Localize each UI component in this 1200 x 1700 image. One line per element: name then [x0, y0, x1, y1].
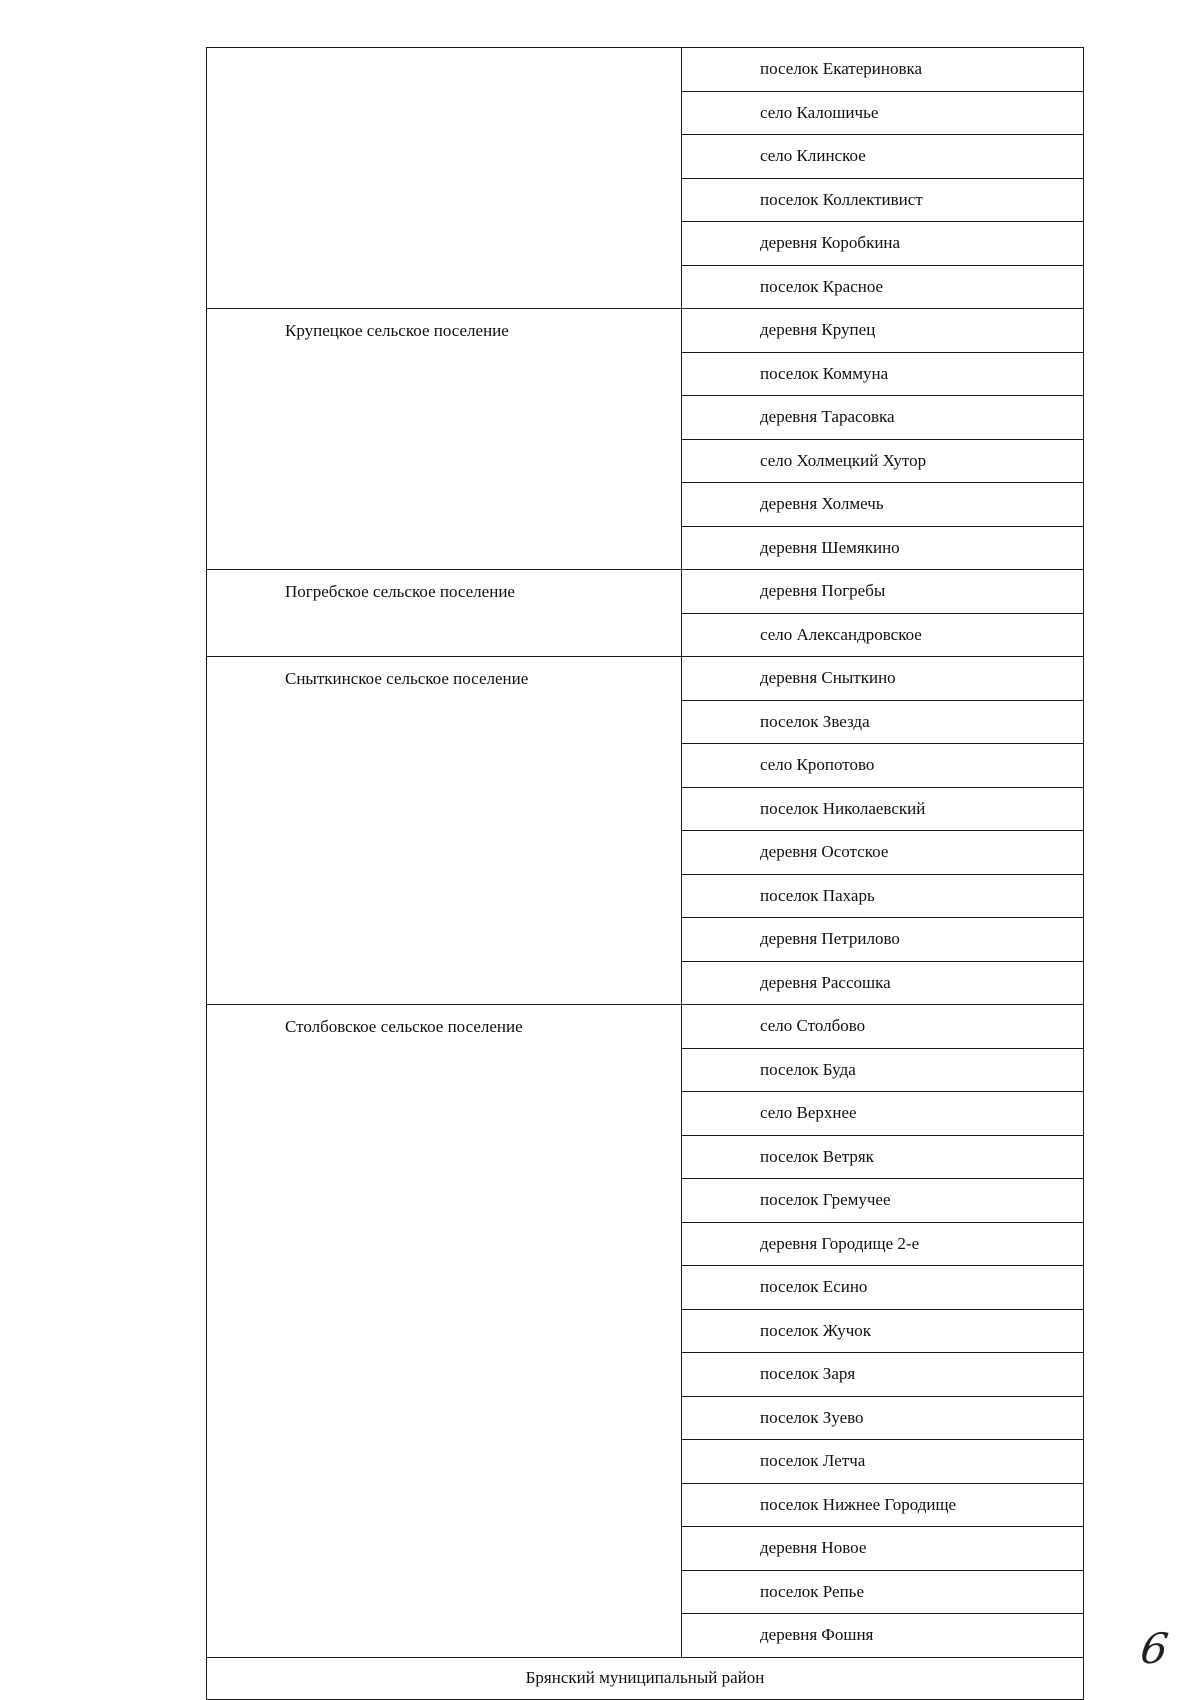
village-cell: поселок Екатериновка: [682, 48, 1084, 92]
settlement-cell: Погребское сельское поселение: [207, 570, 682, 657]
village-cell: поселок Буда: [682, 1048, 1084, 1092]
village-cell: поселок Заря: [682, 1353, 1084, 1397]
village-cell: село Столбово: [682, 1005, 1084, 1049]
village-cell: деревня Новое: [682, 1527, 1084, 1571]
village-cell: деревня Шемякино: [682, 526, 1084, 570]
village-cell: поселок Гремучее: [682, 1179, 1084, 1223]
table-row: [207, 570, 1084, 614]
village-cell: деревня Коробкина: [682, 222, 1084, 266]
settlement-cell: [207, 48, 682, 309]
village-cell: село Кропотово: [682, 744, 1084, 788]
village-cell: деревня Городище 2-е: [682, 1222, 1084, 1266]
village-cell: поселок Николаевский: [682, 787, 1084, 831]
village-cell: поселок Звезда: [682, 700, 1084, 744]
village-cell: поселок Есино: [682, 1266, 1084, 1310]
village-cell: село Верхнее: [682, 1092, 1084, 1136]
table-row: [207, 1005, 1084, 1049]
village-cell: поселок Коммуна: [682, 352, 1084, 396]
village-cell: деревня Холмечь: [682, 483, 1084, 527]
table-row: [207, 48, 1084, 92]
village-cell: деревня Крупец: [682, 309, 1084, 353]
district-row: [207, 1657, 1084, 1699]
village-cell: поселок Летча: [682, 1440, 1084, 1484]
village-cell: поселок Репье: [682, 1570, 1084, 1614]
village-cell: деревня Погребы: [682, 570, 1084, 614]
village-cell: деревня Фошня: [682, 1614, 1084, 1658]
village-cell: село Холмецкий Хутор: [682, 439, 1084, 483]
village-cell: поселок Красное: [682, 265, 1084, 309]
village-cell: село Александровское: [682, 613, 1084, 657]
district-cell: Брянский муниципальный район: [207, 1657, 1084, 1699]
table-body: [207, 48, 1084, 1700]
village-cell: село Клинское: [682, 135, 1084, 179]
table-row: [207, 309, 1084, 353]
settlement-cell: Столбовское сельское поселение: [207, 1005, 682, 1658]
village-cell: поселок Зуево: [682, 1396, 1084, 1440]
village-cell: деревня Тарасовка: [682, 396, 1084, 440]
handwritten-page-number: 6: [1137, 1624, 1172, 1673]
settlement-cell: Крупецкое сельское поселение: [207, 309, 682, 570]
village-cell: деревня Осотское: [682, 831, 1084, 875]
village-cell: село Калошичье: [682, 91, 1084, 135]
village-cell: поселок Нижнее Городище: [682, 1483, 1084, 1527]
settlements-table: [206, 47, 1084, 1700]
village-cell: деревня Рассошка: [682, 961, 1084, 1005]
village-cell: поселок Пахарь: [682, 874, 1084, 918]
village-cell: деревня Сныткино: [682, 657, 1084, 701]
village-cell: деревня Петрилово: [682, 918, 1084, 962]
table-row: [207, 657, 1084, 701]
settlement-cell: Сныткинское сельское поселение: [207, 657, 682, 1005]
village-cell: поселок Коллективист: [682, 178, 1084, 222]
village-cell: поселок Жучок: [682, 1309, 1084, 1353]
village-cell: поселок Ветряк: [682, 1135, 1084, 1179]
